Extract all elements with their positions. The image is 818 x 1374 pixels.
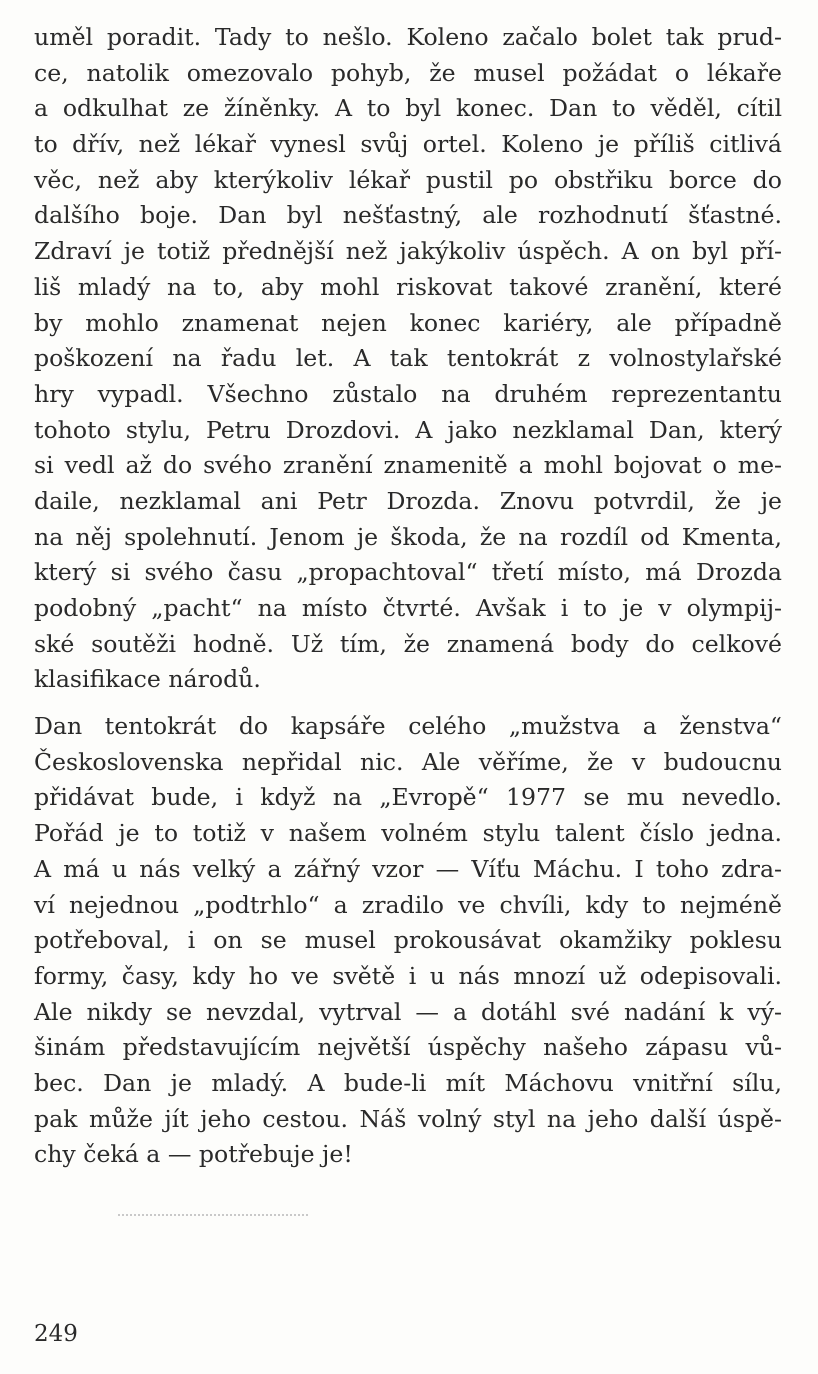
text-line: který si svého času „propachtoval“ třetí místo, má Drozda — [34, 558, 782, 587]
text-line: si vedl až do svého zranění znamenitě a mohl bojovat o me- — [34, 451, 782, 480]
text-line: dalšího boje. Dan byl nešťastný, ale rozhodnutí šťastné. — [34, 201, 782, 230]
text-line: poškození na řadu let. A tak tentokrát z volnostylařské — [34, 344, 782, 373]
text-line: A má u nás velký a zářný vzor — Víťu Máchu. I toho zdra- — [34, 854, 782, 883]
text-line: podobný „pacht“ na místo čtvrté. Avšak i to je v olympij- — [34, 594, 782, 622]
text-line: šinám představujícím největší úspěchy našeho zápasu vů- — [34, 1033, 782, 1062]
text-line: ce, natolik omezovalo pohyb, že musel požádat o lékaře — [34, 58, 782, 87]
text-line: a odkulhat ze žíněnky. A to byl konec. Dan to věděl, cítil — [34, 94, 782, 123]
text-line: potřeboval, i on se musel prokousávat okamžiky poklesu — [34, 926, 782, 955]
text-line: klasifikace národů. — [34, 665, 261, 694]
text-line: chy čeká a — potřebuje je! — [34, 1140, 353, 1169]
dotted-divider — [118, 1214, 308, 1216]
text-line: pak může jít jeho cestou. Náš volný styl na jeho další úspě- — [34, 1104, 782, 1133]
paragraph-1 — [34, 20, 782, 698]
text-line: tohoto stylu, Petru Drozdovi. A jako nezklamal Dan, který — [34, 415, 782, 444]
text-line: hry vypadl. Všechno zůstalo na druhém reprezentantu — [34, 379, 782, 408]
text-line: Dan tentokrát do kapsáře celého „mužstva a ženstva“ — [34, 712, 782, 741]
text-line: by mohlo znamenat nejen konec kariéry, ale případně — [34, 308, 782, 337]
text-line: formy, časy, kdy ho ve světě i u nás mnozí už odepisovali. — [34, 961, 782, 990]
text-line: ské soutěži hodně. Už tím, že znamená body do celkové — [34, 629, 782, 658]
text-line: uměl poradit. Tady to nešlo. Koleno začalo bolet tak prud- — [34, 23, 782, 51]
paragraph-gap — [34, 698, 782, 709]
text-line: Československa nepřidal nic. Ale věříme, že v budoucnu — [34, 747, 782, 776]
text-line: přidávat bude, i když na „Evropě“ 1977 se mu nevedlo. — [34, 783, 782, 812]
text-line: ví nejednou „podtrhlo“ a zradilo ve chvíli, kdy to nejméně — [34, 890, 782, 919]
text-line: Zdraví je totiž přednější než jakýkoliv úspěch. A on byl pří- — [34, 237, 782, 266]
text-line: věc, než aby kterýkoliv lékař pustil po obstřiku borce do — [34, 165, 782, 194]
paragraph-2 — [34, 709, 782, 1173]
text-line: na něj spolehnutí. Jenom je škoda, že na rozdíl od Kmenta, — [34, 522, 782, 551]
page-number: 249 — [34, 1321, 78, 1347]
text-line: Ale nikdy se nevzdal, vytrval — a dotáhl své nadání k vý- — [34, 997, 782, 1026]
text-line: bec. Dan je mladý. A bude-li mít Máchovu vnitřní sílu, — [34, 1068, 782, 1097]
text-line: Pořád je to totiž v našem volném stylu talent číslo jedna. — [34, 819, 782, 848]
text-line: to dřív, než lékař vynesl svůj ortel. Koleno je příliš citlivá — [34, 130, 782, 159]
body-text — [34, 20, 782, 1173]
text-line: liš mladý na to, aby mohl riskovat takové zranění, které — [34, 272, 782, 301]
text-line: daile, nezklamal ani Petr Drozda. Znovu potvrdil, že je — [34, 486, 782, 515]
